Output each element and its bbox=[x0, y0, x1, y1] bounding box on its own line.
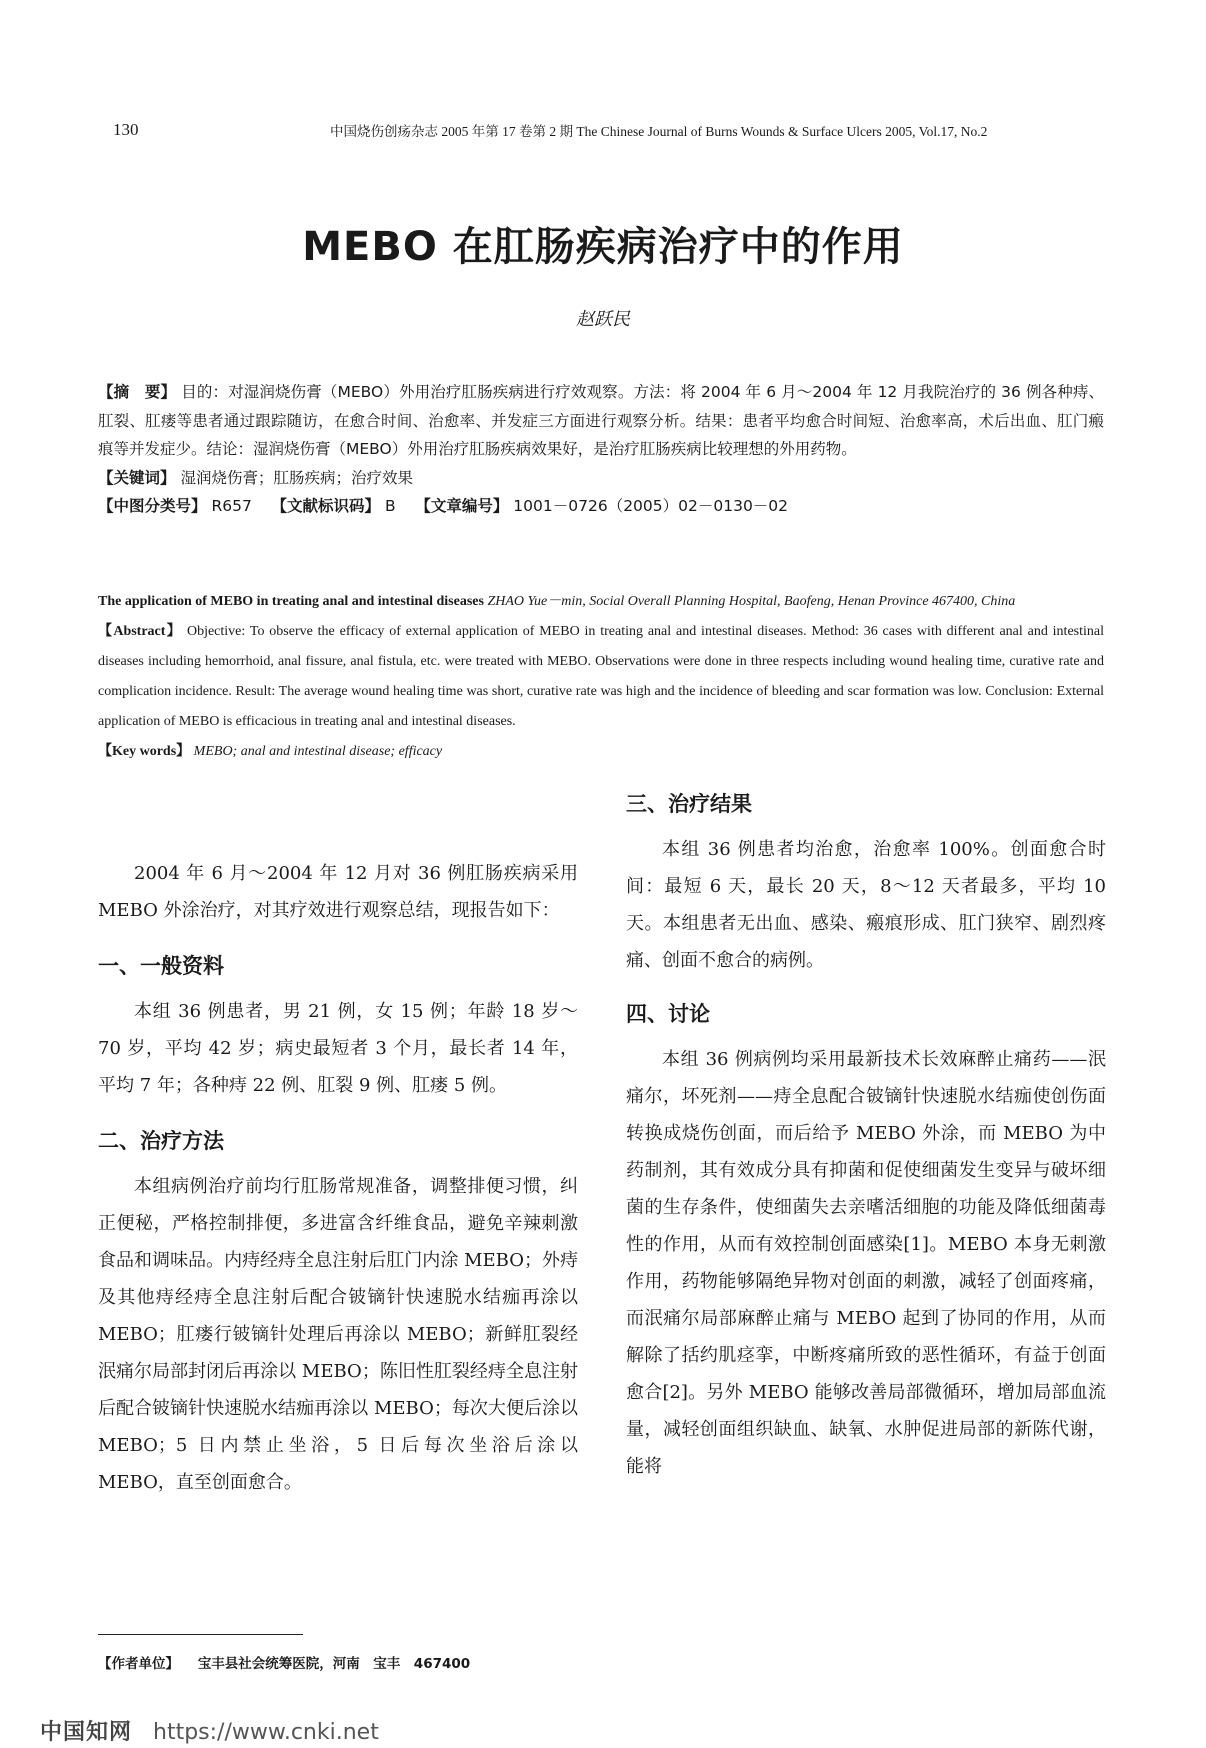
article-number-label: 【文章编号】 bbox=[415, 497, 509, 515]
english-abstract-paragraph bbox=[98, 617, 1104, 737]
section-text-general-data: 本组 36 例患者，男 21 例，女 15 例；年龄 18 岁～70 岁，平均 42 岁；病史最短者 3 个月，最长者 14 年，平均 7 年；各种痔 22 例、肛裂 9 例、肛瘘 5 例。 bbox=[98, 1001, 578, 1096]
footnote-text: 宝丰县社会统筹医院，河南 宝丰 467400 bbox=[197, 1656, 471, 1672]
english-abstract bbox=[98, 587, 1104, 767]
english-keywords-text: MEBO; anal and intestinal disease; efficacy bbox=[193, 744, 443, 759]
section-heading-results: 三、治疗结果 bbox=[626, 792, 752, 816]
english-keywords-line bbox=[98, 737, 1104, 767]
abstract-paragraph bbox=[98, 378, 1104, 464]
article-number-value: 1001－0726（2005）02－0130－02 bbox=[513, 497, 789, 515]
section-text-results: 本组 36 例患者均治愈，治愈率 100%。创面愈合时间：最短 6 天，最长 20 天，8～12 天者最多，平均 10 天。本组患者无出血、感染、瘢痕形成、肛门狭窄、剧烈疼痛、创面不愈合的病例。 bbox=[626, 839, 1106, 971]
section-heading-discussion: 四、讨论 bbox=[626, 1002, 710, 1026]
english-title: The application of MEBO in treating anal and intestinal diseases bbox=[98, 594, 484, 609]
english-title-line bbox=[98, 587, 1104, 617]
section-text-discussion: 本组 36 例病例均采用最新技术长效麻醉止痛药——泯痛尔，坏死剂——痔全息配合铍镝针快速脱水结痂使创伤面转换成烧伤创面，而后给予 MEBO 外涂，而 MEBO 为中药制剂，其有效成分具有抑菌和促使细菌发生变异与破坏细菌的生存条件，使细菌失去亲嗜活细胞的功能及降低细菌毒性的作用，从而有效控制创面感染[1]。MEBO 本身无刺激作用，药物能够隔绝异物对创面的刺激，减轻了创面疼痛，而泯痛尔局部麻醉止痛与 MEBO 起到了协同的作用，从而解除了括约肌痉挛，中断疼痛所致的恶性循环，有益于创面愈合[2]。另外 MEBO 能够改善局部微循环，增加局部血流量，减轻创面组织缺血、缺氧、水肿促进局部的新陈代谢，能将 bbox=[626, 1049, 1106, 1477]
article-title: MEBO 在肛肠疾病治疗中的作用 bbox=[302, 224, 904, 270]
intro-paragraph: 2004 年 6 月～2004 年 12 月对 36 例肛肠疾病采用 MEBO 外涂治疗，对其疗效进行观察总结，现报告如下： bbox=[98, 863, 578, 921]
footnote-label: 【作者单位】 bbox=[98, 1656, 179, 1672]
class-label: 【中图分类号】 bbox=[98, 497, 207, 515]
chinese-abstract bbox=[98, 378, 1104, 521]
doc-code-label: 【文献标识码】 bbox=[271, 497, 381, 515]
doc-code-value: B bbox=[384, 497, 396, 515]
body-column-left bbox=[98, 855, 578, 1501]
class-value: R657 bbox=[211, 497, 252, 515]
running-head: 中国烧伤创疡杂志 2005 年第 17 卷第 2 期 The Chinese Journal of Burns Wounds & Surface Ulcers 2005, Vol.17, No.2 bbox=[330, 124, 988, 139]
abstract-label: 【摘 要】 bbox=[98, 383, 177, 401]
page-number: 130 bbox=[113, 120, 139, 139]
footnote-divider bbox=[98, 1634, 303, 1635]
section-heading-treatment-method: 二、治疗方法 bbox=[98, 1129, 224, 1153]
keywords-label: 【关键词】 bbox=[98, 468, 176, 487]
english-abstract-label: 【Abstract】 bbox=[98, 624, 183, 639]
cnki-brand: 中国知网 bbox=[40, 1720, 133, 1745]
keywords-text: 湿润烧伤膏；肛肠疾病；治疗效果 bbox=[180, 468, 413, 487]
section-heading-general-data: 一、一般资料 bbox=[98, 954, 224, 978]
section-text-treatment-method: 本组病例治疗前均行肛肠常规准备，调整排便习惯，纠正便秘，严格控制排便，多进富含纤维食品，避免辛辣刺激食品和调味品。内痔经痔全息注射后肛门内涂 MEBO；外痔及其他痔经痔全息注射后配合铍镝针快速脱水结痂再涂以 MEBO；肛瘘行铍镝针处理后再涂以 MEBO；新鲜肛裂经泯痛尔局部封闭后再涂以 MEBO；陈旧性肛裂经痔全息注射后配合铍镝针快速脱水结痂再涂以 MEBO；每次大便后涂以 MEBO；5 日内禁止坐浴，5 日后每次坐浴后涂以 MEBO，直至创面愈合。 bbox=[98, 1176, 578, 1493]
article-author: 赵跃民 bbox=[576, 309, 630, 330]
english-abstract-text: Objective: To observe the efficacy of external application of MEBO in treating anal and intestinal diseases. Method: 36 cases with different anal and intestinal diseases including hemorrhoid, anal fissure, anal fistula, etc. were treated with MEBO. Observations were done in three respects including wound healing time, curative rate and complication incidence. Result: The average wound healing time was short, curative rate was high and the incidence of bleeding and scar formation was low. Conclusion: External application of MEBO is efficacious in treating anal and intestinal diseases. bbox=[98, 624, 1104, 729]
cnki-watermark bbox=[40, 1715, 379, 1746]
body-column-right bbox=[626, 789, 1106, 1485]
classification-line bbox=[98, 492, 1104, 521]
abstract-text: 目的：对湿润烧伤膏（MEBO）外用治疗肛肠疾病进行疗效观察。方法：将 2004 年 6 月～2004 年 12 月我院治疗的 36 例各种痔、肛裂、肛瘘等患者通过跟踪随访，在愈合时间、治愈率、并发症三方面进行观察分析。结果：患者平均愈合时间短、治愈率高，术后出血、肛门瘢痕等并发症少。结论：湿润烧伤膏（MEBO）外用治疗肛肠疾病效果好，是治疗肛肠疾病比较理想的外用药物。 bbox=[98, 383, 1104, 458]
cnki-url[interactable]: https://www.cnki.net bbox=[153, 1720, 379, 1745]
author-affiliation-footnote bbox=[98, 1652, 470, 1672]
keywords-line bbox=[98, 464, 1104, 493]
english-byline: ZHAO Yue－min, Social Overall Planning Hospital, Baofeng, Henan Province 467400, China bbox=[487, 594, 1016, 609]
english-keywords-label: 【Key words】 bbox=[98, 744, 191, 759]
